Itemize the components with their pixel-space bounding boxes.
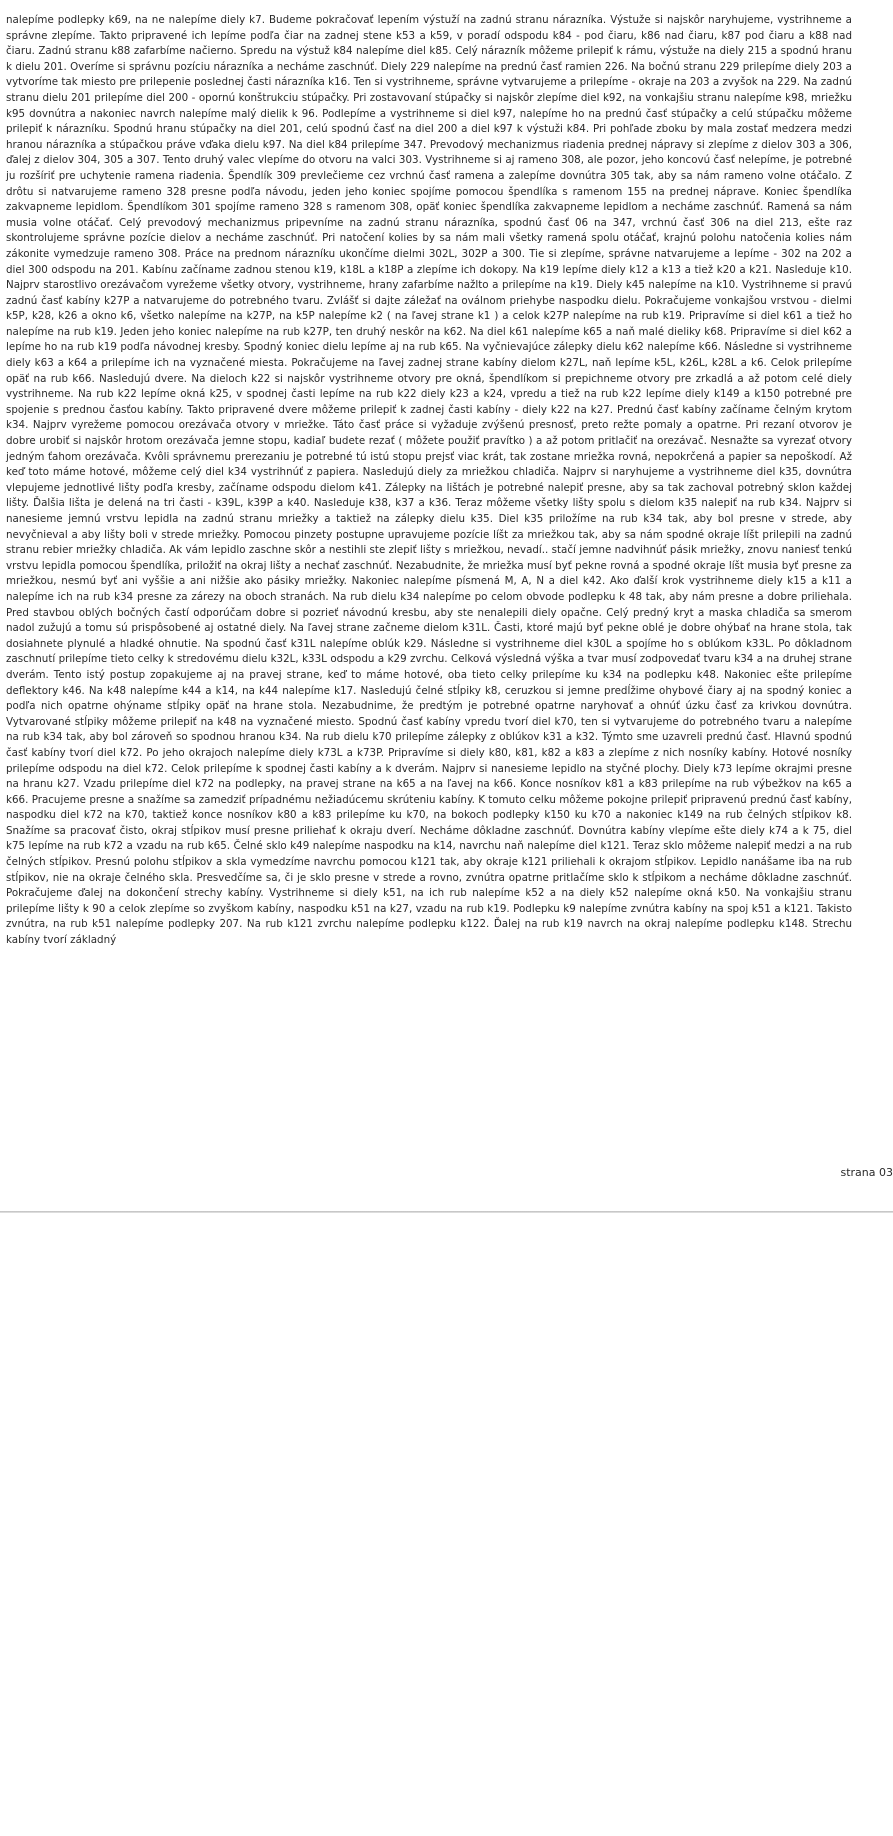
page-number: strana 03 <box>840 1166 893 1179</box>
page-bottom-divider <box>0 1211 893 1213</box>
document-page <box>6 13 852 949</box>
instruction-text: nalepíme podlepky k69, na ne nalepíme diely k7. Budeme pokračovať lepením výstuží na zadnú stranu nárazníka. Výstuže si najskôr naryhujeme, vystrihneme a správne zlepíme. Takto pripravené ich lepíme podľa čiar na zadnej stene k53 a k59, v poradí odspodu k84 - pod čiaru, k86 nad čiaru, k87 pod čiaru a k88 nad čiaru. Zadnú stranu k88 zafarbíme načierno. Spredu na výstuž k84 nalepíme diel k85. Celý nárazník môžeme prilepiť k rámu, výstuže na diely 215 a spodnú hranu k dielu 201. Overíme si správnu pozíciu nárazníka a necháme zaschnúť. Diely 229 nalepíme na prednú časť ramien 226. Na bočnú stranu 229 prilepíme diely 203 a vytvoríme tak miesto pre prilepenie poslednej časti nárazníka k16. Ten si vystrihneme, správne vytvarujeme a prilepíme - okraje na 203 a zvyšok na 229. Na zadnú stranu dielu 201 prilepíme diel 200 - opornú konštrukciu stúpačky. Pri zostavovaní stúpačky si najskôr zlepíme diel k92, na vonkajšiu stranu nalepíme k98, mriežku k95 dovnútra a nakoniec navrch nalepíme malý dielik k 96. Podlepíme a vystrihneme si diel k97, nalepíme ho na prednú časť stúpačky a celú stúpačku môžeme prilepiť k nárazníku. Spodnú hranu stúpačky na diel 201, celú spodnú časť na diel 200 a diel k97 k výstuži k84. Pri pohľade zboku by mala zostať medzera medzi hranou nárazníka a stúpačkou práve vďaka dielu k97. Na diel k84 prilepíme 347. Prevodový mechanizmus riadenia prednej nápravy si zlepíme z dielov 303 a 306, ďalej z dielov 304, 305 a 307. Tento druhý valec vlepíme do otvoru na valci 303. Vystrihneme si aj rameno 308, ale pozor, jeho koncovú časť nelepíme, je potrebné ju rozšíriť pre uchytenie ramena riadenia. Špendlík 309 prevlečieme cez vrchnú časť ramena a zalepíme dovnútra 305 tak, aby sa nám rameno volne otáčalo. Z drôtu si natvarujeme rameno 328 presne podľa návodu, jeden jeho koniec spojíme pomocou špendlíka s ramenom 155 na prednej náprave. Koniec špendlíka zakvapneme lepidlom. Špendlíkom 301 spojíme rameno 328 s ramenom 308, opäť koniec špendlíka zakvapneme lepidlom a necháme zaschnúť. Ramená sa nám musia volne otáčať. Celý prevodový mechanizmus pripevníme na zadnú stranu nárazníka, spodnú časť 06 na 347, vrchnú časť 306 na diel 213, ešte raz skontrolujeme správne pozície dielov a necháme zaschnúť. Pri natočení kolies by sa nám mali všetky ramená spolu otáčať, krajnú polohu natočenia kolies nám zákonite vymedzuje rameno 308. Práce na prednom nárazníku ukončíme dielmi 302L, 302P a 300. Tie si zlepíme, správne natvarujeme a lepíme - 302 na 202 a diel 300 odspodu na 201. Kabínu začíname zadnou stenou k19, k18L a k18P a zlepíme ich dokopy. Na k19 lepíme diely k12 a k13 a tiež k20 a k21. Nasleduje k10. Najprv starostlivo orezávačom vyrežeme všetky otvory, vystrihneme, hrany zafarbíme nažlto a prilepíme na k19. Diely k45 nalepíme na k10. Vystrihneme si pravú zadnú časť kabíny k27P a natvarujeme do potrebného tvaru. Zvlášť si dajte záležať na oválnom priehybe naspodku dielu. Pokračujeme vonkajšou vrstvou - dielmi k5P, k28, k26 a okno k6, všetko nalepíme na k27P, na k5P nalepíme k2 ( na ľavej strane k1 ) a celok k27P nalepíme na rub k19. Pripravíme si diel k61 a tiež ho nalepíme na rub k19. Jeden jeho koniec nalepíme na rub k27P, ten druhý neskôr na k62. Na diel k61 nalepíme k65 a naň malé dieliky k68. Pripravíme si diel k62 a lepíme ho na rub k19 podľa návodnej kresby. Spodný koniec dielu lepíme aj na rub k65. Na vyčnievajúce zálepky dielu k62 nalepíme k66. Následne si vystrihneme diely k63 a k64 a prilepíme ich na vyznačené miesta. Pokračujeme na ľavej zadnej strane kabíny dielom k27L, naň lepíme k5L, k26L, k28L a k6. Celok prilepíme opäť na rub k66. Nasledujú dvere. Na dieloch k22 si najskôr vystrihneme otvory pre okná, špendlíkom si prepichneme otvory pre zrkadlá a až potom celé diely vystrihneme. Na rub k22 lepíme okná k25, v spodnej časti lepíme na rub k22 diely k23 a k24, vpredu a tiež na rub k22 lepíme diely k149 a k150 potrebné pre spojenie s prednou časťou kabíny. Takto pripravené dvere môžeme prilepiť k zadnej časti kabíny - diely k22 na k27. Prednú časť kabíny začíname čelným krytom k34. Najprv vyrežeme pomocou orezávača otvory v mriežke. Táto časť práce si vyžaduje zvýšenú presnosť, preto režte pomaly a opatrne. Pri rezaní otvorov je dobre urobiť si najskôr hrotom orezávača jemne stopu, kadiaľ budete rezať ( môžete použiť pravítko ) a až potom pritlačiť na orezávač. Nesnažte sa vyrezať otvory jedným ťahom orezávača. Kvôli správnemu prerezaniu je potrebné tú istú stopu prejsť viac krát, tak zostane mriežka rovná, nepokrčená a papier sa nepoškodí. Až keď toto máme hotové, môžeme celý diel k34 vystrihnúť z papiera. Nasledujú diely za mriežkou chladiča. Najprv si naryhujeme a vystrihneme diel k35, dovnútra vlepujeme jednotlivé lišty podľa kresby, začíname odspodu dielom k41. Zálepky na lištách je potrebné nalepiť presne, aby sa tak zachoval potrebný sklon každej lišty. Ďalšia lišta je delená na tri časti - k39L, k39P a k40. Nasleduje k38, k37 a k36. Teraz môžeme všetky lišty spolu s dielom k35 nalepiť na rub k34. Najprv si nanesieme jemnú vrstvu lepidla na zadnú stranu mriežky a taktiež na zálepky dielu k35. Diel k35 priložíme na rub k34 tak, aby bol presne v strede, aby nevyčnieval a aby lišty boli v strede mriežky. Pomocou pinzety postupne upravujeme pozície líšt za mriežkou tak, aby sa nám spodné okraje líšt prilepili na zadnú stranu rebier mriežky chladiča. Ak vám lepidlo zaschne skôr a nestihli ste zlepiť lišty s mriežkou, nevadí.. stačí jemne nadvihnúť pásik mriežky, znovu naniesť tenkú vrstvu lepidla pomocou špendlíka, priložiť na okraj lišty a nechať zaschnúť. Nezabudnite, že mriežka musí byť pekne rovná a spodné okraje líšt musia byť presne za mriežkou, nesmú byť ani vyššie a ani nižšie ako pásiky mriežky. Nakoniec nalepíme písmená M, A, N a diel k42. Ako ďalší krok vystrihneme diely k15 a k11 a nalepíme ich na rub k34 presne za zárezy na oboch stranách. Na rub dielu k34 nalepíme po celom obvode podlepku k 48 tak, aby nám presne a dobre priliehala. Pred stavbou oblých bočných častí odporúčam dobre si pozrieť návodnú kresbu, aby ste nenalepili diely opačne. Celý predný kryt a maska chladiča sa smerom nadol zužujú a tomu sú prispôsobené aj ostatné diely. Na ľavej strane začneme dielom k31L. Časti, ktoré majú byť pekne oblé je dobre ohýbať na hrane stola, tak dosiahnete plynulé a hladké ohnutie. Na spodnú časť k31L nalepíme oblúk k29. Následne si vystrihneme diel k30L a spojíme ho s oblúkom k33L. Po dôkladnom zaschnutí prilepíme tieto celky k stredovému dielu k32L, k33L odspodu a k29 zvrchu. Celková výsledná výška a tvar musí zodpovedať tvaru k34 a na druhej strane dverám. Tento istý postup zopakujeme aj na pravej strane, keď to máme hotové, oba tieto celky prilepíme ku k34 na podlepku k48. Nakoniec ešte prilepíme deflektory k46. Na k48 nalepíme k44 a k14, na k44 nalepíme k17. Nasledujú čelné stĺpiky k8, ceruzkou si jemne predĺžime ohybové čiary aj na spodný koniec a podľa nich opatrne ohýname stĺpiky opäť na hrane stola. Nezabudnime, že predtým je potrebné opatrne naryhovať a ohnúť úzku časť za krivkou dovnútra. Vytvarované stĺpiky môžeme prilepiť na k48 na vyznačené miesto. Spodnú časť kabíny vpredu tvorí diel k70, ten si vytvarujeme do potrebného tvaru a nalepíme na rub k34 tak, aby bol zároveň so spodnou hranou k34. Na rub dielu k70 prilepíme zálepky z oblúkov k31 a k32. Týmto sme uzavreli prednú časť. Hlavnú spodnú časť kabíny tvorí diel k72. Po jeho okrajoch nalepíme diely k73L a k73P. Pripravíme si diely k80, k81, k82 a k83 a zlepíme z nich nosníky kabíny. Hotové nosníky prilepíme odspodu na diel k72. Celok prilepíme k spodnej časti kabíny a k dverám. Najprv si nanesieme lepidlo na styčné plochy. Diely k73 lepíme okrajmi presne na hranu k27. Vzadu prilepíme diel k72 na podlepky, na pravej strane na k65 a na ľavej na k66. Konce nosníkov k81 a k83 prilepíme na rub výbežkov na k65 a k66. Pracujeme presne a snažíme sa zamedziť prípadnému nežiadúcemu skrúteniu kabíny. K tomuto celku môžeme pokojne prilepiť pripravenú prednú časť kabíny, naspodku diel k72 na k70, taktiež konce nosníkov k80 a k83 prilepíme ku k70, na bokoch podlepky k150 ku k70 a nakoniec k149 na rub čelných stĺpikov k8. Snažíme sa pracovať čisto, okraj stĺpikov musí presne priliehať k okraju dverí. Necháme dôkladne zaschnúť. Dovnútra kabíny vlepíme ešte diely k74 a k 75, diel k75 lepíme na rub k72 a vzadu na rub k65. Čelné sklo k49 nalepíme naspodku na k14, navrchu naň nalepíme diel k121. Teraz sklo môžeme nalepiť medzi a na rub čelných stĺpikov. Presnú polohu stĺpikov a skla vymedzíme navrchu pomocou k121 tak, aby okraje k121 priliehali k okrajom stĺpikov. Lepidlo nanášame iba na rub stĺpikov, nie na okraje čelného skla. Presvedčíme sa, či je sklo presne v strede a rovno, zvnútra opatrne pritlačíme sklo k stĺpikom a necháme dôkladne zaschnúť. Pokračujeme ďalej na dokončení strechy kabíny. Vystrihneme si diely k51, na ich rub nalepíme k52 a na diely k52 nalepíme okná k50. Na vonkajšiu stranu prilepíme lišty k 90 a celok zlepíme so zvyškom kabíny, naspodku k51 na k27, vzadu na rub k19. Podlepku k9 nalepíme zvnútra kabíny na spoj k51 a k121. Takisto zvnútra, na rub k51 nalepíme podlepky 207. Na rub k121 zvrchu nalepíme podlepku k122. Ďalej na rub k19 navrch na okraj nalepíme podlepku k148. Strechu kabíny tvorí základný <box>6 14 852 947</box>
